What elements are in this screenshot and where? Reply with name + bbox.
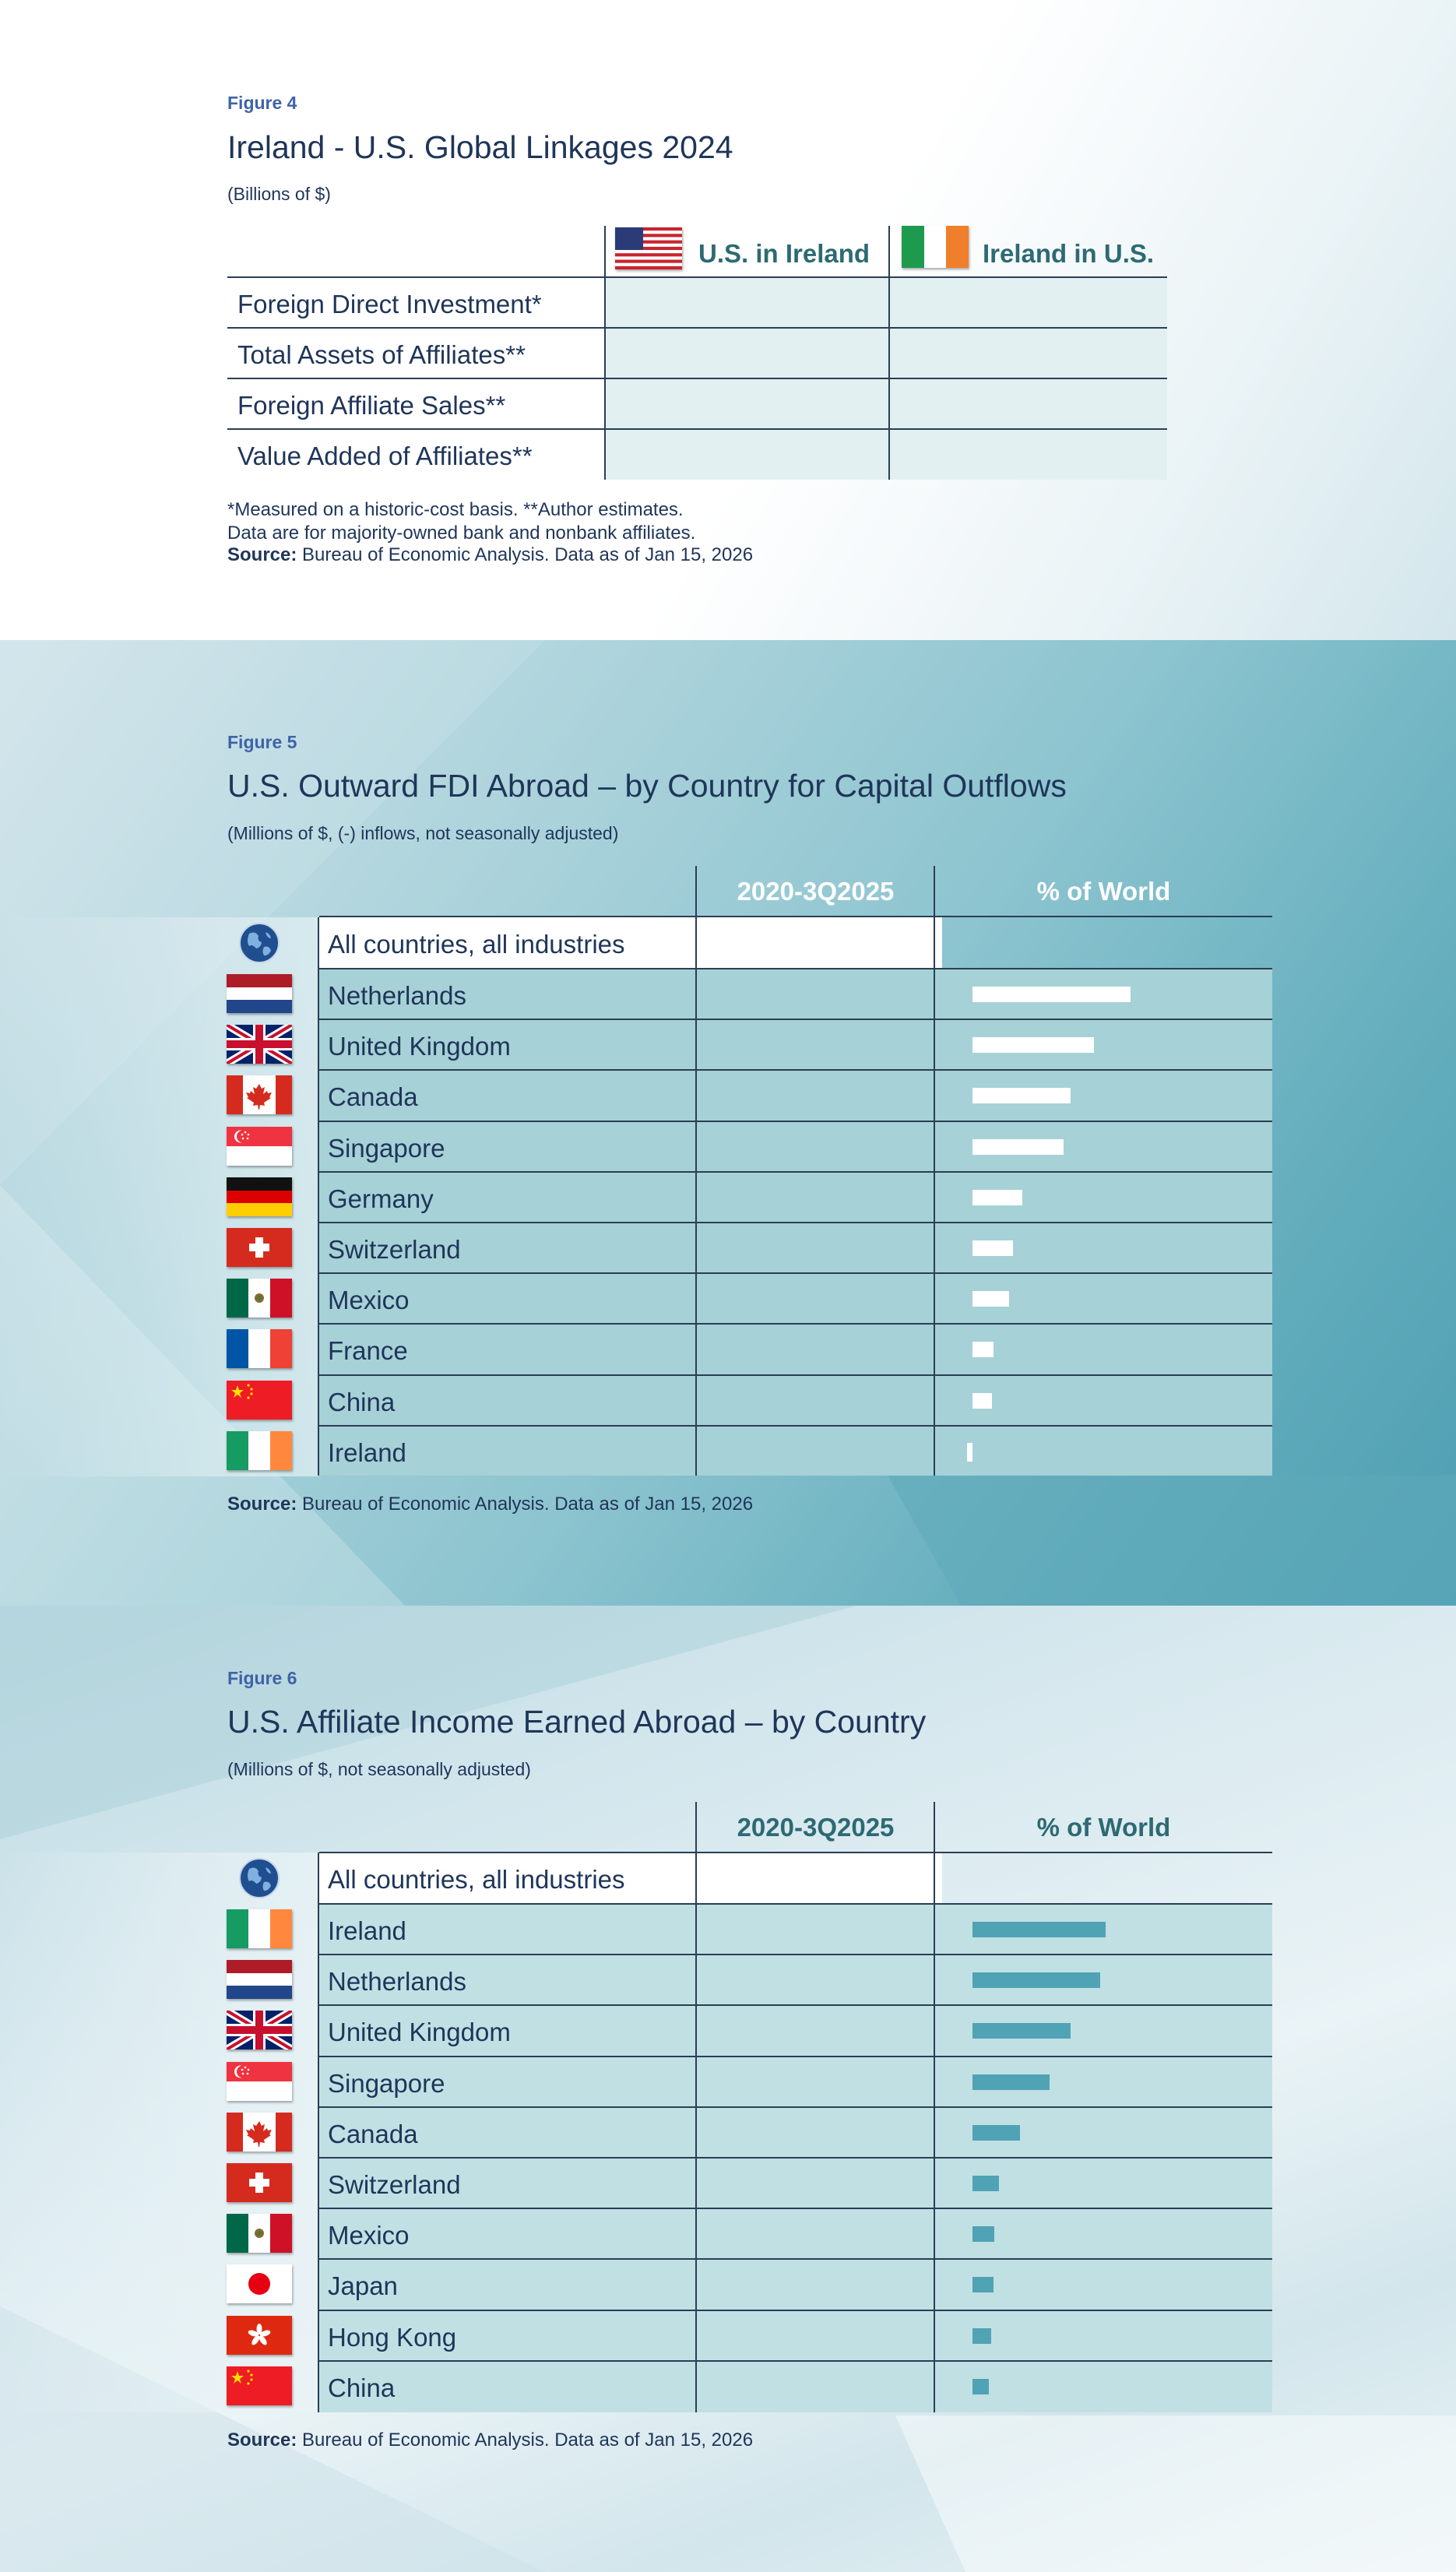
row-label: Foreign Affiliate Sales** bbox=[237, 391, 506, 420]
pct-bar bbox=[972, 2176, 999, 2191]
ireland-flag-icon bbox=[227, 1909, 292, 1948]
footnote: *Measured on a historic-cost basis. **Author estimates. bbox=[227, 499, 684, 520]
country-label: United Kingdom bbox=[328, 2018, 511, 2047]
col-header-period: 2020-3Q2025 bbox=[737, 1813, 895, 1842]
country-label: Mexico bbox=[328, 1286, 410, 1315]
pct-bar bbox=[972, 1139, 1064, 1155]
pct-bar bbox=[972, 2074, 1050, 2090]
switzerland-flag-icon bbox=[227, 2163, 292, 2202]
mexico-flag-icon bbox=[227, 2214, 292, 2253]
hongkong-flag-icon bbox=[227, 2316, 292, 2355]
pct-bar bbox=[972, 2125, 1020, 2141]
france-flag-icon bbox=[227, 1329, 292, 1368]
germany-flag-icon bbox=[227, 1177, 292, 1216]
country-label: Canada bbox=[328, 1082, 418, 1112]
pct-bar bbox=[972, 1240, 1013, 1256]
country-label: Ireland bbox=[328, 1916, 406, 1945]
row-label: Value Added of Affiliates** bbox=[237, 442, 533, 470]
pct-bar bbox=[972, 2379, 989, 2394]
netherlands-flag-icon bbox=[227, 1960, 292, 1999]
country-label: Mexico bbox=[328, 2221, 410, 2250]
pct-bar bbox=[972, 1291, 1009, 1307]
source-note: Source: Bureau of Economic Analysis. Data as of Jan 15, 2026 bbox=[227, 544, 754, 565]
footnote: Data are for majority-owned bank and nonbank affiliates. bbox=[227, 522, 696, 544]
pct-bar bbox=[972, 987, 1131, 1002]
source-note: Source: Bureau of Economic Analysis. Data as of Jan 15, 2026 bbox=[227, 2430, 754, 2451]
pct-bar bbox=[972, 2023, 1071, 2039]
country-label: Hong Kong bbox=[328, 2322, 457, 2352]
ireland-flag-icon bbox=[227, 1431, 292, 1470]
country-label: China bbox=[328, 1387, 396, 1416]
figure-6-section bbox=[0, 1606, 1456, 2572]
figure-4-section bbox=[0, 0, 1456, 640]
country-label: United Kingdom bbox=[328, 1032, 511, 1061]
netherlands-flag-icon bbox=[227, 974, 292, 1013]
col-header-ireland-in-us: Ireland in U.S. bbox=[983, 239, 1155, 268]
total-row-label: All countries, all industries bbox=[328, 930, 625, 959]
singapore-flag-icon bbox=[227, 1127, 292, 1166]
switzerland-flag-icon bbox=[227, 1228, 292, 1267]
pct-bar bbox=[972, 1190, 1022, 1205]
col-header-pct-world: % of World bbox=[1036, 877, 1171, 906]
figure-label: Figure 4 bbox=[227, 93, 297, 113]
globe-icon bbox=[238, 922, 280, 964]
country-label: China bbox=[328, 2373, 396, 2402]
row-label: Foreign Direct Investment* bbox=[237, 290, 542, 318]
ireland-flag-icon bbox=[902, 226, 969, 268]
country-label: Netherlands bbox=[328, 1967, 466, 1997]
japan-flag-icon bbox=[227, 2264, 292, 2303]
figure-subtitle: (Millions of $, (-) inflows, not seasonally adjusted) bbox=[227, 823, 619, 843]
figure-subtitle: (Millions of $, not seasonally adjusted) bbox=[227, 1759, 531, 1779]
pct-bar bbox=[972, 1922, 1106, 1937]
pct-bar bbox=[972, 2226, 994, 2242]
china-flag-icon bbox=[227, 2366, 292, 2405]
country-label: Canada bbox=[328, 2119, 418, 2148]
pct-bar bbox=[972, 1037, 1094, 1053]
uk-flag-icon bbox=[227, 1025, 292, 1064]
country-label: Germany bbox=[328, 1184, 434, 1213]
source-note: Source: Bureau of Economic Analysis. Data as of Jan 15, 2026 bbox=[227, 1494, 754, 1515]
figure-title: U.S. Affiliate Income Earned Abroad – by Country bbox=[227, 1704, 927, 1740]
figure-label: Figure 6 bbox=[227, 1668, 297, 1688]
singapore-flag-icon bbox=[227, 2062, 292, 2101]
mexico-flag-icon bbox=[227, 1279, 292, 1318]
pct-bar bbox=[972, 1972, 1100, 1988]
canada-flag-icon bbox=[227, 2113, 292, 2152]
country-label: Switzerland bbox=[328, 2170, 461, 2199]
figure-title: U.S. Outward FDI Abroad – by Country for Capital Outflows bbox=[227, 768, 1067, 804]
country-label: Switzerland bbox=[328, 1235, 461, 1264]
country-label: Singapore bbox=[328, 1133, 445, 1163]
figure-5-section bbox=[0, 640, 1456, 1606]
china-flag-icon bbox=[227, 1381, 292, 1420]
figure-label: Figure 5 bbox=[227, 732, 297, 752]
country-label: Netherlands bbox=[328, 981, 466, 1010]
total-row-label: All countries, all industries bbox=[328, 1865, 625, 1894]
figure-title: Ireland - U.S. Global Linkages 2024 bbox=[227, 129, 733, 165]
pct-bar bbox=[972, 1393, 992, 1409]
pct-bar bbox=[972, 2328, 991, 2344]
row-label: Total Assets of Affiliates** bbox=[237, 340, 526, 369]
col-header-period: 2020-3Q2025 bbox=[737, 877, 895, 906]
pct-bar bbox=[967, 1443, 972, 1462]
country-label: Singapore bbox=[328, 2068, 445, 2098]
col-header-us-in-ireland: U.S. in Ireland bbox=[698, 239, 870, 268]
country-label: France bbox=[328, 1336, 408, 1366]
col-header-pct-world: % of World bbox=[1036, 1813, 1171, 1842]
uk-flag-icon bbox=[227, 2011, 292, 2050]
pct-bar bbox=[972, 1342, 994, 1357]
figure-subtitle: (Billions of $) bbox=[227, 184, 331, 204]
canada-flag-icon bbox=[227, 1075, 292, 1114]
country-label: Ireland bbox=[328, 1437, 406, 1467]
pct-bar bbox=[972, 2277, 994, 2292]
us-flag-icon bbox=[615, 227, 682, 269]
globe-icon bbox=[238, 1857, 280, 1899]
country-label: Japan bbox=[328, 2271, 398, 2301]
pct-bar bbox=[972, 1088, 1071, 1103]
